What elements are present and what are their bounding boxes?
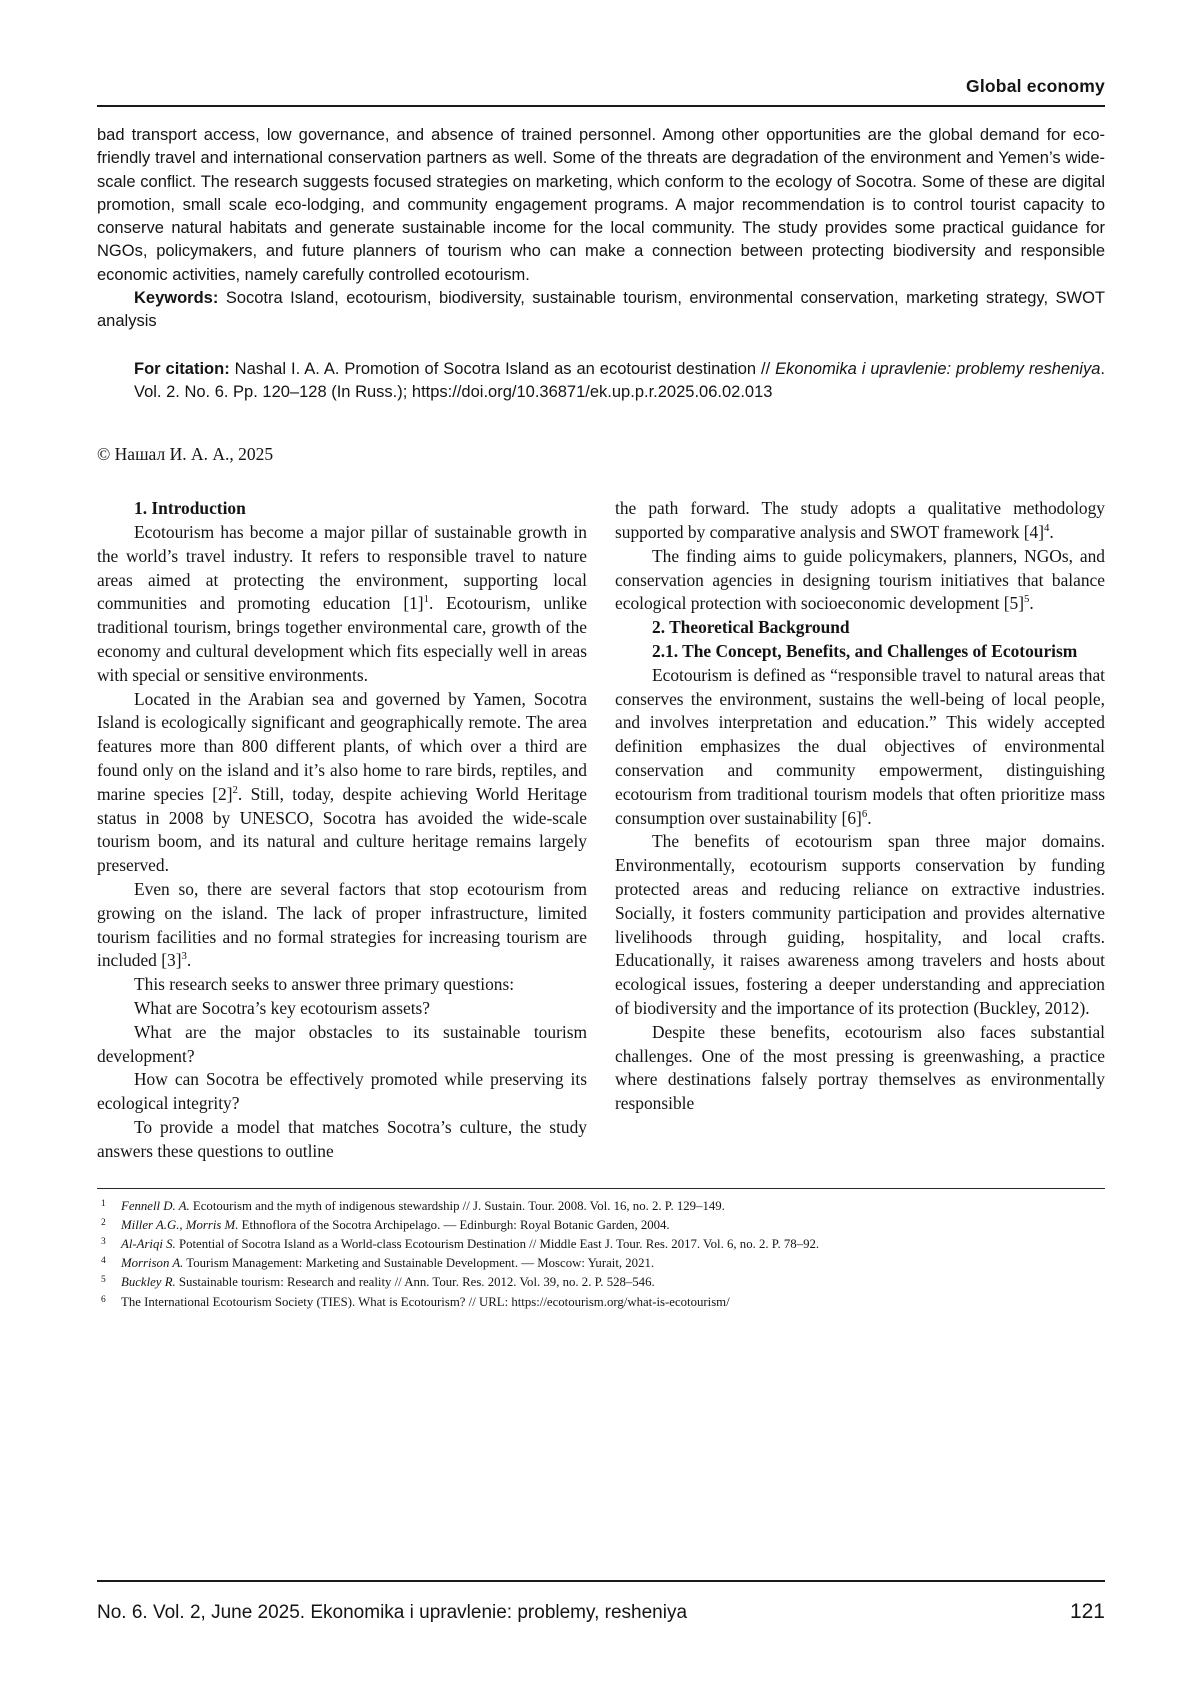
running-head-section-title: Global economy — [966, 76, 1105, 96]
heading-introduction: 1. Introduction — [134, 498, 246, 519]
footnote-number: 1 — [101, 1198, 106, 1209]
paragraph-text: the path forward. The study adopts a qualitative methodology supported by comparative analysis and SWOT framework [4] — [615, 498, 1105, 543]
paragraph-text: . Ecotourism, unlike traditional tourism, brings together environmental care, growth of the economy and cultural development which fits especially well in areas with special or sensitive environments. — [97, 593, 587, 685]
right-column — [615, 497, 1105, 1163]
intro-paragraph-5: To provide a model that matches Socotra’s culture, the study answers these questions to outline — [97, 1116, 587, 1161]
footnote-ref-1: 1 — [423, 593, 429, 606]
research-question-2: What are the major obstacles to its sustainable tourism development? — [97, 1021, 587, 1066]
footnote-author: Al-Ariqi S. — [121, 1236, 176, 1251]
footnote-6 — [97, 1294, 1105, 1313]
paragraph-text: Even so, there are several factors that stop ecotourism from growing on the island. The lack of proper infrastructure, limited tourism facilities and no formal strategies for increasing tourism are included [3] — [97, 879, 587, 971]
left-column — [97, 497, 587, 1163]
footnote-ref-2: 2 — [232, 784, 238, 797]
abstract-block — [97, 124, 1105, 334]
footnote-author: Morrison A. — [121, 1256, 184, 1271]
footnote-rule — [97, 1188, 1105, 1189]
page-footer — [97, 1580, 1105, 1624]
footnote-author: Miller A.G., Morris M. — [121, 1217, 239, 1232]
footnote-4 — [97, 1255, 1105, 1274]
paragraph-text: . Still, today, despite achieving World Heritage status in 2008 by UNESCO, Socotra has avoided the wide-scale tourism boom, and its natural and culture heritage remains largely preserved. — [97, 783, 587, 876]
citation-block — [134, 358, 1105, 405]
paragraph-text: Ecotourism is defined as “responsible travel to natural areas that conserves the environment, sustains the well-being of local people, and involves interpretation and education.” This widely accepted definition emphasizes the dual objectives of environmental conservation and community empowerment, distinguishing ecotourism from traditional tourism models that often prioritize mass consumption over sustainability [6] — [615, 664, 1105, 828]
footnote-2 — [97, 1217, 1105, 1236]
intro-paragraph-1 — [97, 521, 587, 688]
footnote-number: 3 — [101, 1236, 106, 1247]
continuation-paragraph — [615, 497, 1105, 545]
challenges-paragraph: Despite these benefits, ecotourism also faces substantial challenges. One of the most pressing is greenwashing, a practice where destinations falsely portray themselves as environmentally responsible — [615, 1021, 1105, 1114]
aims-paragraph — [615, 545, 1105, 616]
keywords-text: Socotra Island, ecotourism, biodiversity, sustainable tourism, environmental conservation, marketing strategy, SWOT analysis — [97, 289, 1105, 331]
header-rule — [97, 105, 1105, 107]
footnotes-block — [97, 1188, 1105, 1313]
footnote-3 — [97, 1236, 1105, 1255]
abstract-text: bad transport access, low governance, and absence of trained personnel. Among other opportunities are the global demand for eco-friendly travel and international conservation partners as well. Some of the threats are degradation of the environment and Yemen’s wide-scale conflict. The research suggests focused strategies on marketing, which conform to the ecology of Socotra. Some of these are digital promotion, small scale eco-lodging, and community engagement programs. A major recommendation is to control tourist capacity to conserve natural habitats and generate sustainable income for the local community. The study provides some practical guidance for NGOs, policymakers, and future planners of tourism who can make a connection between protecting biodiversity and responsible economic activities, namely carefully controlled ecotourism. — [97, 126, 1105, 284]
footer-rule — [97, 1580, 1105, 1582]
paragraph-text: Located in the Arabian sea and governed by Yamen, Socotra Island is ecologically significant and geographically remote. The area features more than 800 different plants, of which over a third are found only on the island and it’s also home to rare birds, reptiles, and marine species [2] — [97, 688, 587, 804]
footnote-ref-6: 6 — [861, 807, 868, 820]
footnote-1 — [97, 1198, 1105, 1217]
footnote-text: The International Ecotourism Society (TIES). What is Ecotourism? // URL: https://ecotourism.org/what-is-ecotourism/ — [121, 1294, 730, 1309]
footnote-text: Potential of Socotra Island as a World-class Ecotourism Destination // Middle East J. Tour. Res. 2017. Vol. 6, no. 2. P. 78–92. — [175, 1236, 820, 1251]
paragraph-text: . — [1029, 593, 1034, 614]
article-body-columns — [97, 497, 1105, 1163]
heading-theoretical-background: 2. Theoretical Background — [652, 617, 850, 638]
paragraph-text: . — [867, 807, 872, 828]
citation-tail: . Vol. 2. No. 6. Pp. 120–128 (In Russ.); https://doi.org/10.36871/ek.up.p.r.2025.06.02.013 — [134, 359, 1105, 401]
footnote-text: Tourism Management: Marketing and Sustainable Development. — Moscow: Yurait, 2021. — [183, 1256, 655, 1271]
research-question-3: How can Socotra be effectively promoted while preserving its ecological integrity? — [97, 1069, 587, 1114]
intro-paragraph-4: This research seeks to answer three primary questions: — [134, 974, 515, 995]
footnote-text: Sustainable tourism: Research and reality // Ann. Tour. Res. 2012. Vol. 39, no. 2. P. 528–546. — [175, 1275, 655, 1290]
footnote-author: Buckley R. — [121, 1275, 176, 1290]
citation-journal-title: Ekonomika i upravlenie: problemy resheniya — [775, 359, 1101, 378]
paragraph-text: The finding aims to guide policymakers, planners, NGOs, and conservation agencies in designing tourism initiatives that balance ecological protection with socioeconomic development [5] — [615, 545, 1105, 614]
footer-row — [97, 1600, 1105, 1624]
footer-journal-info: No. 6. Vol. 2, June 2025. Ekonomika i upravlenie: problemy, resheniya — [97, 1602, 688, 1623]
footnote-number: 2 — [101, 1217, 106, 1228]
citation-label: For citation: — [134, 359, 230, 378]
footnote-ref-5: 5 — [1024, 593, 1030, 606]
intro-paragraph-2 — [97, 688, 587, 878]
footnote-ref-3: 3 — [181, 950, 187, 963]
intro-paragraph-3 — [97, 878, 587, 973]
footnote-number: 4 — [101, 1256, 106, 1267]
footnote-number: 6 — [101, 1294, 106, 1305]
paragraph-text: . — [1049, 522, 1054, 543]
footnote-5 — [97, 1274, 1105, 1293]
footnote-number: 5 — [101, 1275, 106, 1286]
heading-concept-benefits-challenges: 2.1. The Concept, Benefits, and Challenges of Ecotourism — [652, 641, 1078, 662]
keywords-label: Keywords: — [134, 289, 219, 308]
paragraph-text: . — [186, 950, 192, 971]
definition-paragraph — [615, 664, 1105, 831]
footnote-author: Fennell D. A. — [121, 1198, 190, 1213]
benefits-paragraph: The benefits of ecotourism span three major domains. Environmentally, ecotourism supports conservation by funding protected areas and reducing reliance on extractive industries. Socially, it fosters community participation and provides alternative livelihoods through guiding, hospitality, and local crafts. Educationally, it raises awareness among travelers and hosts about ecological issues, fostering a deeper understanding and appreciation of biodiversity and the importance of its protection (Buckley, 2012). — [615, 831, 1105, 1018]
research-question-1: What are Socotra’s key ecotourism assets? — [134, 998, 431, 1018]
footer-page-number: 121 — [1069, 1600, 1105, 1623]
footnote-text: Ecotourism and the myth of indigenous stewardship // J. Sustain. Tour. 2008. Vol. 16, no. 2. P. 129–149. — [189, 1198, 725, 1213]
paragraph-text: Ecotourism has become a major pillar of sustainable growth in the world’s travel industry. It refers to responsible travel to nature areas aimed at protecting the environment, supporting local communities and promoting education [1] — [97, 522, 587, 614]
keywords-paragraph — [97, 287, 1105, 334]
footnote-ref-4: 4 — [1044, 522, 1050, 535]
copyright-line: © Нашал И. А. А., 2025 — [97, 444, 274, 465]
footnote-text: Ethnoflora of the Socotra Archipelago. — Edinburgh: Royal Botanic Garden, 2004. — [238, 1217, 670, 1232]
citation-text: Nashal I. A. A. Promotion of Socotra Island as an ecotourist destination // — [229, 359, 776, 378]
